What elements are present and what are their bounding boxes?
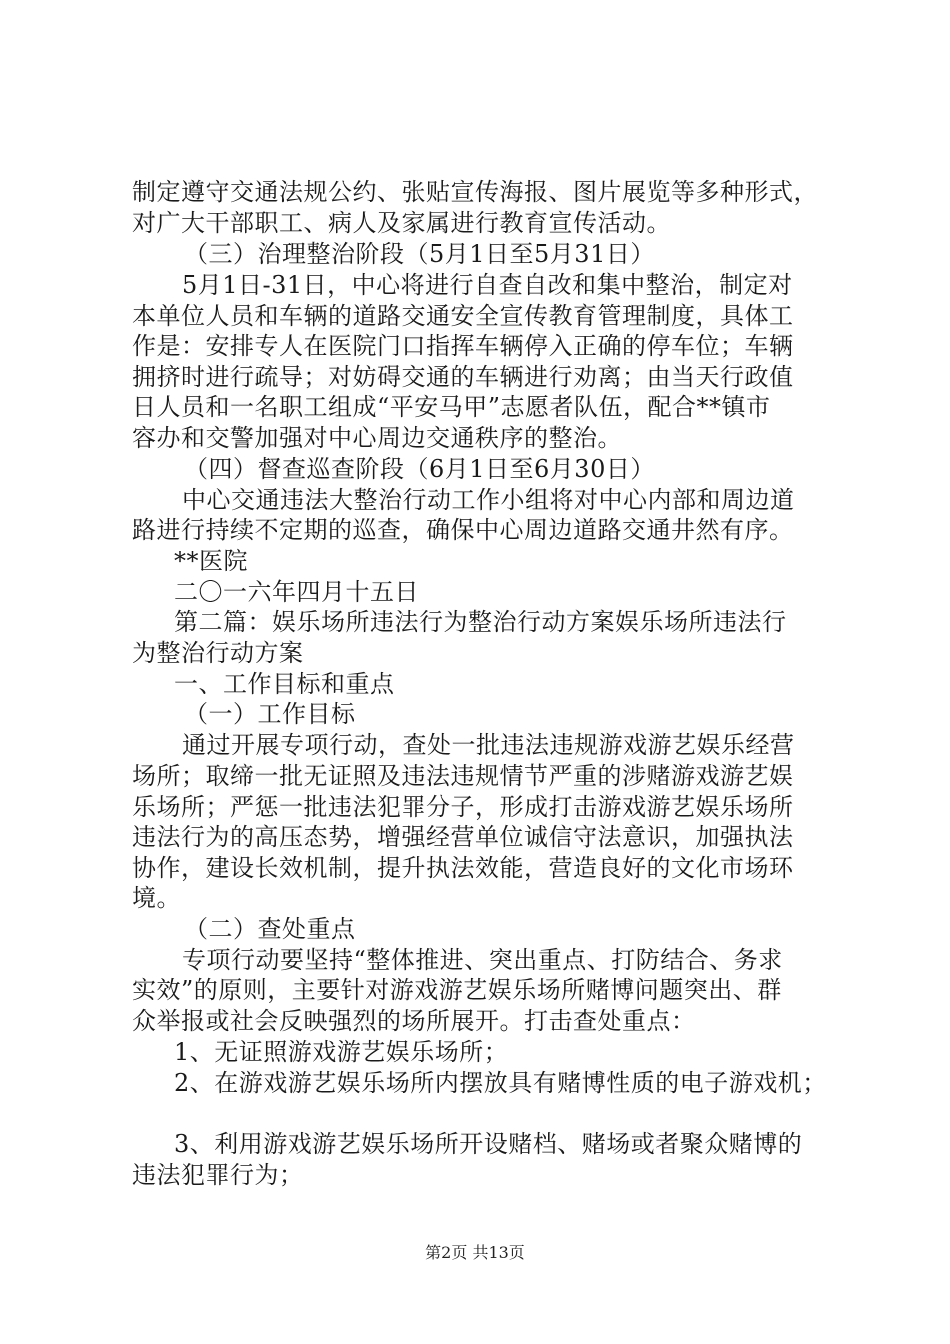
chapter-title: 第二篇：娱乐场所违法行为整治行动方案娱乐场所违法行 — [174, 608, 787, 636]
body-line: 协作，建设长效机制，提升执法效能，营造良好的文化市场环 — [132, 854, 794, 882]
section-heading: （四）督查巡查阶段（6月1日至6月30日） — [184, 455, 655, 483]
body-line: 作是：安排专人在医院门口指挥车辆停入正确的停车位；车辆 — [132, 332, 794, 360]
body-line: 日人员和一名职工组成“平安马甲”志愿者队伍，配合**镇市 — [132, 393, 771, 421]
chapter-title: 为整治行动方案 — [132, 639, 304, 667]
section-heading: 一、工作目标和重点 — [174, 670, 395, 698]
body-line: 场所；取缔一批无证照及违法违规情节严重的涉赌游戏游艺娱 — [132, 762, 794, 790]
body-line: 众举报或社会反映强烈的场所展开。打击查处重点： — [132, 1007, 696, 1035]
body-line: 违法行为的高压态势，增强经营单位诚信守法意识，加强执法 — [132, 823, 794, 851]
signature-org: **医院 — [174, 547, 248, 575]
body-line: 拥挤时进行疏导；对妨碍交通的车辆进行劝离；由当天行政值 — [132, 363, 794, 391]
body-line: 对广大干部职工、病人及家属进行教育宣传活动。 — [132, 209, 671, 237]
body-line: 路进行持续不定期的巡查，确保中心周边道路交通井然有序。 — [132, 516, 794, 544]
list-item: 2、在游戏游艺娱乐场所内摆放具有赌博性质的电子游戏机； — [174, 1069, 827, 1097]
body-line: 中心交通违法大整治行动工作小组将对中心内部和周边道 — [182, 486, 795, 514]
body-line: 专项行动要坚持“整体推进、突出重点、打防结合、务求 — [182, 946, 783, 974]
body-line: 容办和交警加强对中心周边交通秩序的整治。 — [132, 424, 622, 452]
body-line: 5月1日-31日，中心将进行自查自改和集中整治，制定对 — [182, 271, 793, 299]
body-line: 通过开展专项行动，查处一批违法违规游戏游艺娱乐经营 — [182, 731, 795, 759]
subsection-heading: （二）查处重点 — [184, 915, 356, 943]
subsection-heading: （一）工作目标 — [184, 700, 356, 728]
body-line: 制定遵守交通法规公约、张贴宣传海报、图片展览等多种形式， — [132, 178, 818, 206]
section-heading: （三）治理整治阶段（5月1日至5月31日） — [184, 240, 655, 268]
list-item: 3、利用游戏游艺娱乐场所开设赌档、赌场或者聚众赌博的 — [174, 1130, 803, 1158]
list-item: 1、无证照游戏游艺娱乐场所； — [174, 1038, 509, 1066]
body-line: 实效”的原则，主要针对游戏游艺娱乐场所赌博问题突出、群 — [132, 976, 782, 1004]
body-line: 违法犯罪行为； — [132, 1161, 304, 1189]
body-line: 境。 — [132, 884, 181, 912]
body-line: 本单位人员和车辆的道路交通安全宣传教育管理制度，具体工 — [132, 302, 794, 330]
signature-date: 二〇一六年四月十五日 — [174, 578, 419, 606]
body-line: 乐场所；严惩一批违法犯罪分子，形成打击游戏游艺娱乐场所 — [132, 793, 794, 821]
page-number: 第2页 共13页 — [425, 1243, 525, 1262]
